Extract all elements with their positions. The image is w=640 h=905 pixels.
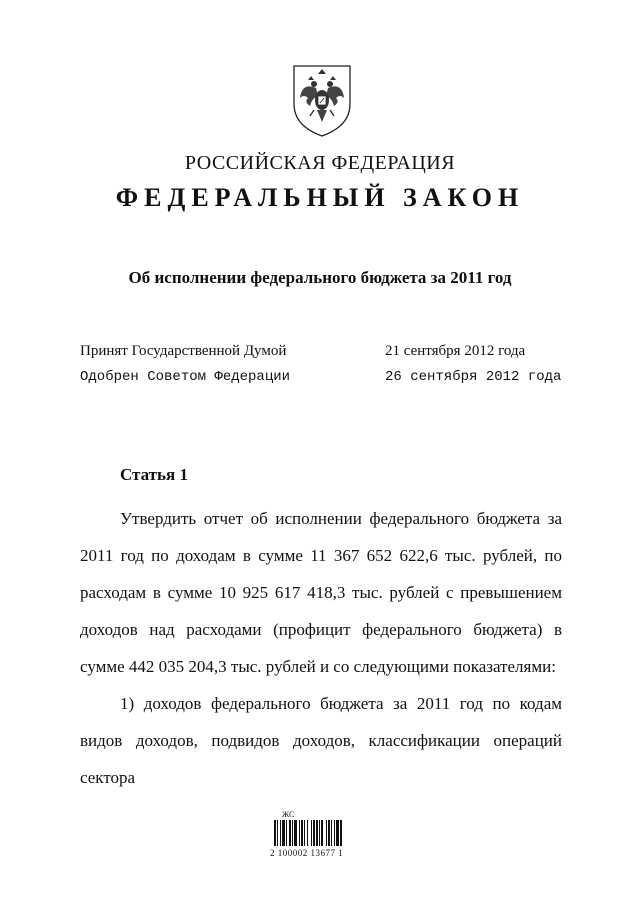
coat-of-arms-icon <box>290 64 354 138</box>
barcode-number: 2 100002 13677 1 <box>270 848 344 858</box>
adoption-date-duma: 21 сентября 2012 года <box>385 343 526 359</box>
adoption-date-council: 26 сентября 2012 года <box>385 369 562 385</box>
document-title: Об исполнении федерального бюджета за 2011 год <box>128 268 512 287</box>
barcode-icon <box>270 820 370 848</box>
article-heading: Статья 1 <box>120 465 188 484</box>
article-body <box>80 500 562 796</box>
document-type: ФЕДЕРАЛЬНЫЙ ЗАКОН <box>115 183 525 212</box>
adoption-label-duma: Принят Государственной Думой <box>80 343 287 359</box>
article-paragraph: 1) доходов федерального бюджета за 2011 год по кодам видов доходов, подвидов доходов, классификации операций сектора <box>80 694 562 787</box>
barcode <box>270 810 370 860</box>
article-paragraph: Утвердить отчет об исполнении федерального бюджета за 2011 год по доходам в сумме 11 367 652 622,6 тыс. рублей, по расходам в сумме 10 925 617 418,3 тыс. рублей с превышением доходов над расходами (профицит федерального бюджета) в сумме 442 035 204,3 тыс. рублей и со следующими показателями: <box>80 509 562 676</box>
adoption-label-council: Одобрен Советом Федерации <box>80 369 291 385</box>
country-name: РОССИЙСКАЯ ФЕДЕРАЦИЯ <box>184 152 456 174</box>
barcode-mark: ЖС <box>282 810 295 819</box>
